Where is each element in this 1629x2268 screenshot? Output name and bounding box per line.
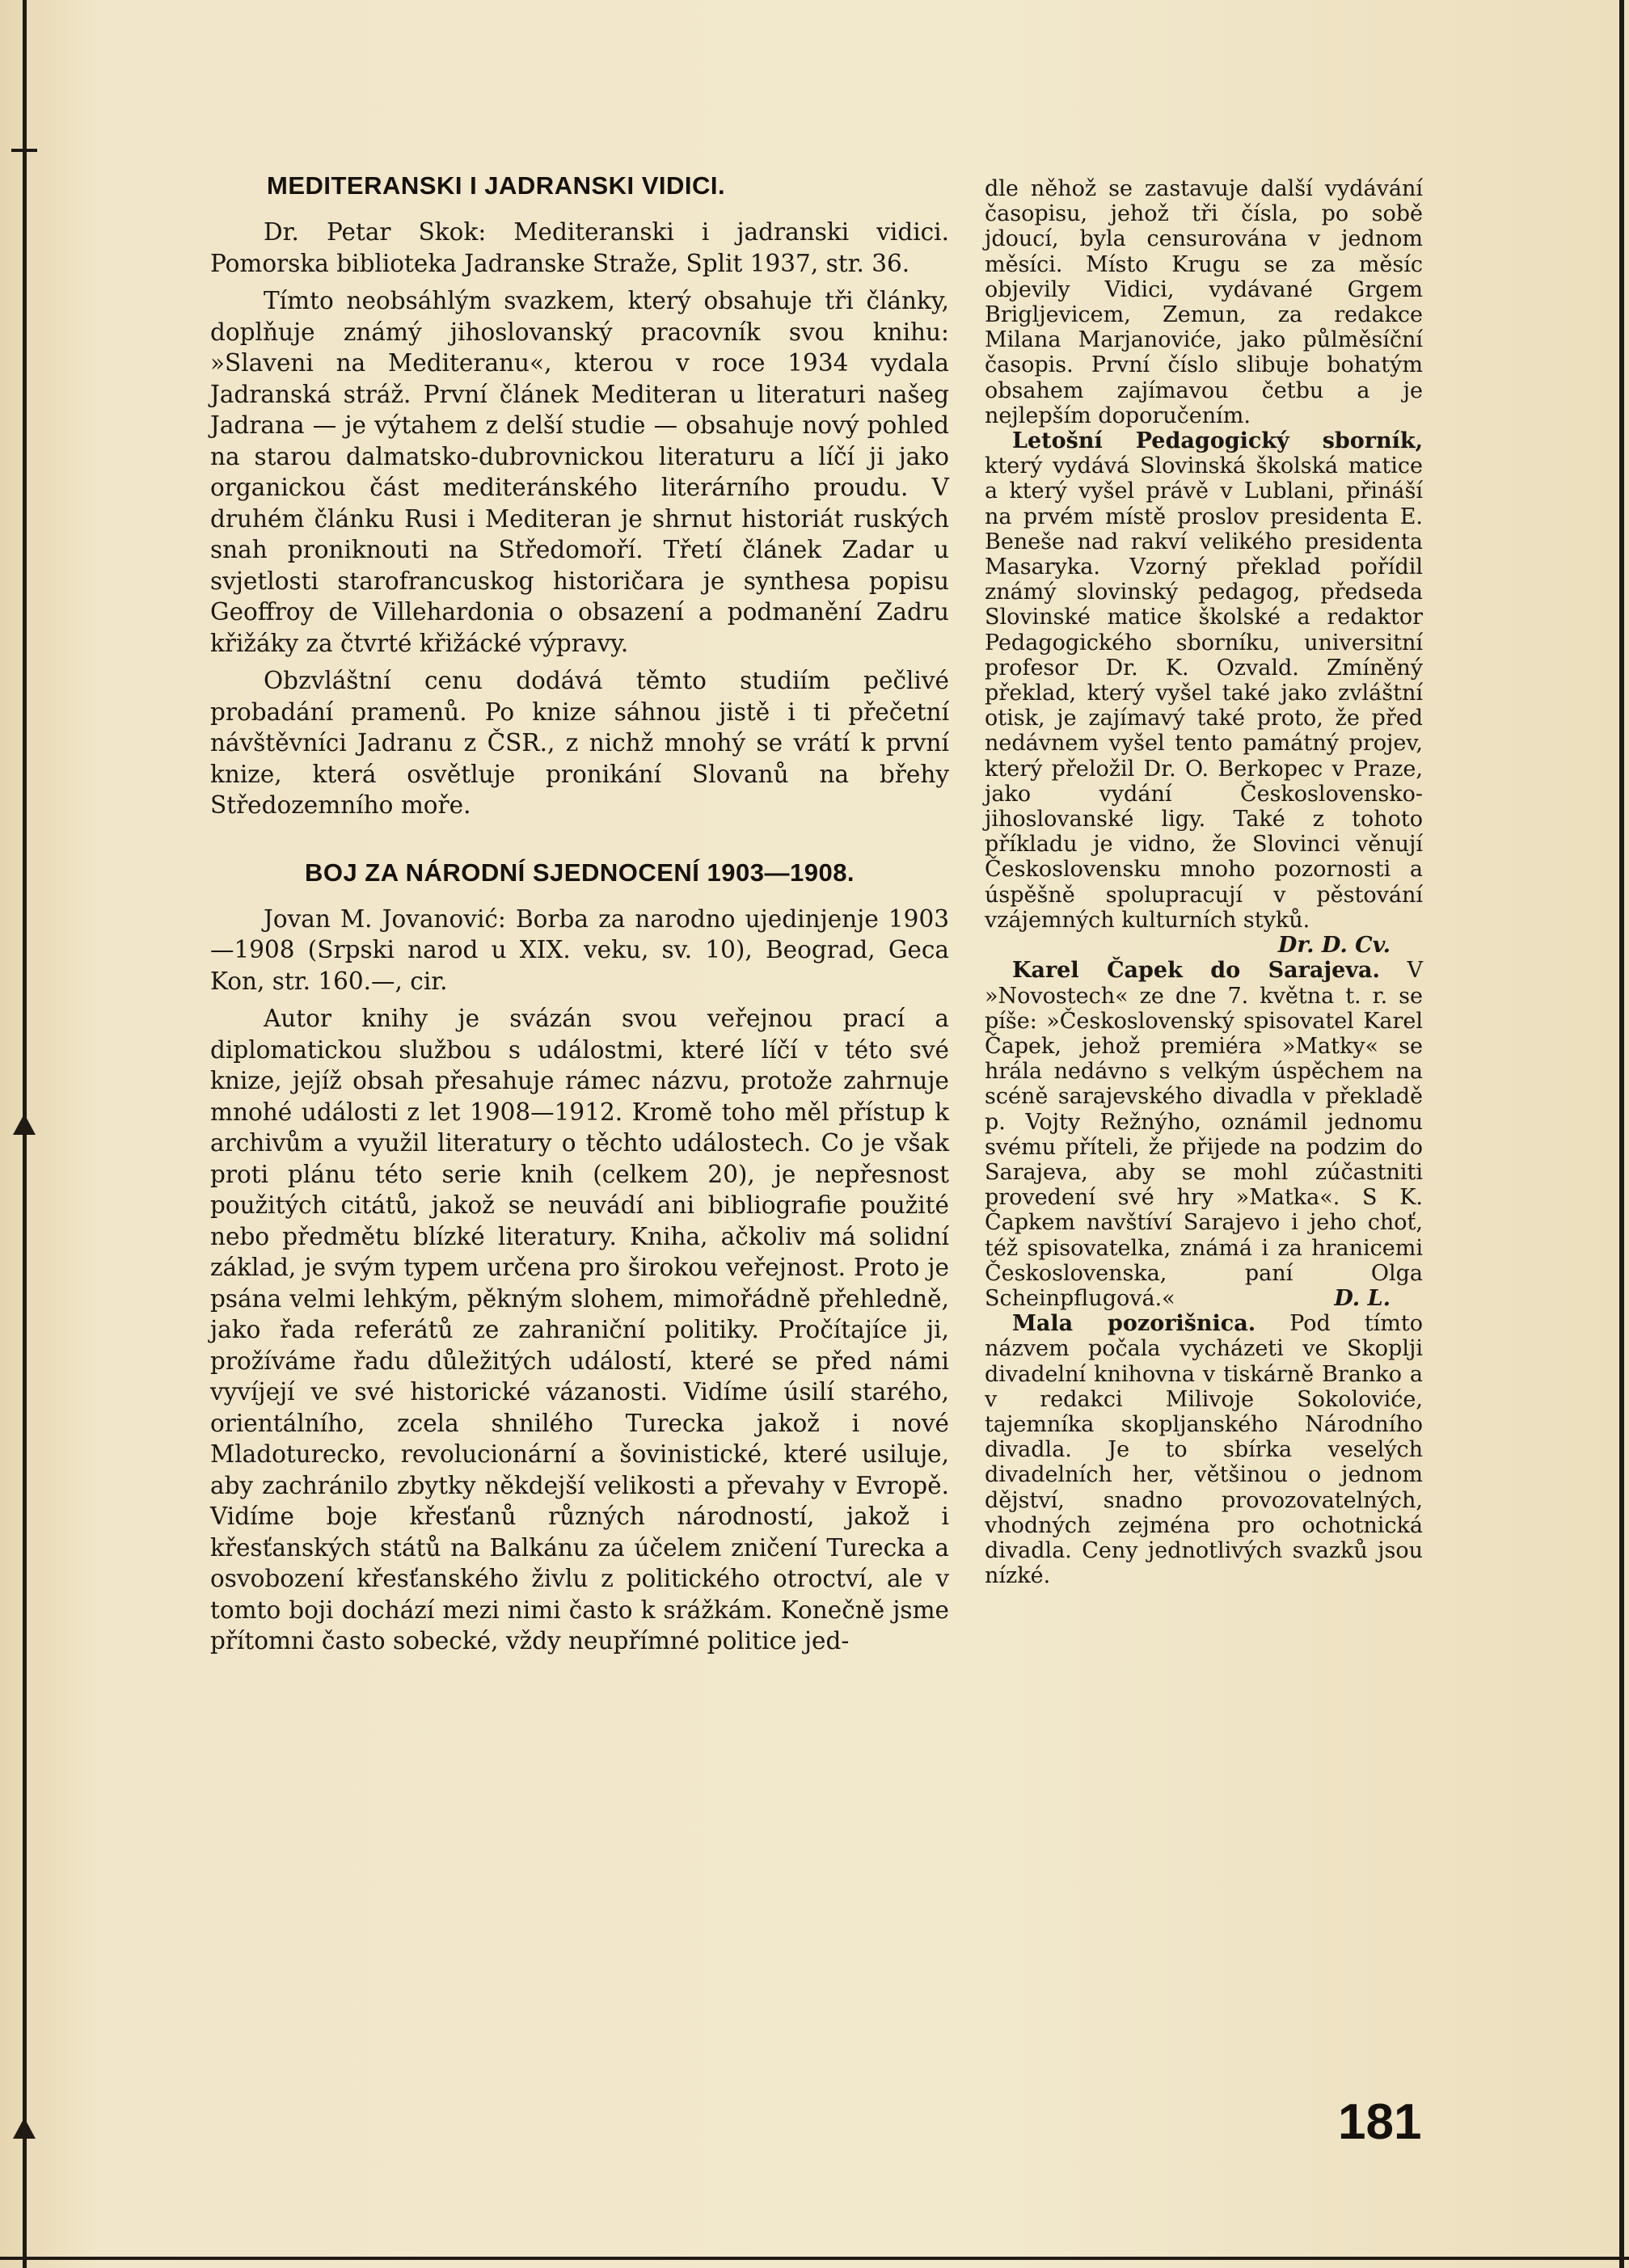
article1-paragraph: Obzvláštní cenu dodává těmto studiím pečlivé probadání pramenů. Po knize sáhnou jistě i ti přečetní návštěvníci Jadranu z ČSR., z nichž mnohý se vrátí k první knize, která osvětluje pronikání Slovanů na břehy Středozemního moře. xyxy=(210,667,949,819)
note-lead: Letošní Pedagogický sborník, xyxy=(1012,428,1423,454)
note-signature: D. L. xyxy=(1334,1285,1391,1311)
note-text: V »Novostech« ze dne 7. května t. r. se píše: »Československý spisovatel Karel Čapek, jehož premiéra »Matky« se hrála nedávno s velkým úspěchem na scéně sarajevského divadla v překladě p. Vojty Režnýho, oznámil jednomu svému příteli, že přijede na podzim do Sarajeva, aby se mohl zúčastniti provedení své hry »Matka«. S K. Čapkem navštíví Sarajevo i jeho choť, též spisovatelka, známá i za hranicemi Československa, paní Olga Scheinpflugová.« xyxy=(985,958,1423,1311)
note-lead: Karel Čapek do Sarajeva. xyxy=(1012,958,1380,984)
article2-paragraph: Autor knihy je svázán svou veřejnou prací a diplomatickou službou s událostmi, které líčí v této své knize, jejíž obsah přesahuje rámec názvu, protože zahrnuje mnohé události z let 1908—1912. Kromě toho měl přístup k archivům a využil literatury o těchto událostech. Co je však proti plánu této serie knih (celkem 20), je nepřesnost použitých citátů, jakož se neuvádí ani bibliografie použité nebo předmětu blízké literatury. Kniha, ačkoliv má solidní základ, je svým typem určena pro širokou veřejnost. Proto je psána velmi lehkým, pěkným slohem, mimořádně přehledně, jako řada referátů ze zahraniční politiky. Pročítajíce ji, prožíváme řadu důležitých událostí, které se před námi vyvíjejí ve své historické vázanosti. Vidíme úsilí starého, orientálního, zcela shnilého Turecka jakož i nové Mladoturecko, revolucionární a šovinistické, které usiluje, aby zachránilo zbytky někdejší velikosti a převahy v Evropě. Vidíme boje křesťanů různých národností, jakož i křesťanských států na Balkánu za účelem zničení Turecka a osvobození křesťanského živlu z politického otroctví, ale v tomto boji dochází mezi nimi často k srážkám. Konečně jsme přítomni často sobecké, vždy neupřímné politice jed- xyxy=(210,1005,949,1655)
article1-paragraph: Tímto neobsáhlým svazkem, který obsahuje tři články, doplňuje známý jihoslovanský pracovník svou knihu: »Slaveni na Mediteranu«, kterou v roce 1934 vydala Jadranská stráž. První článek Mediteran u literaturi našeg Jadrana — je výtahem z delší studie — obsahuje nový pohled na starou dalmatsko-dubrovnickou literaturu a líčí ji jako organickou část mediteránského literárního proudu. V druhém článku Rusi i Mediteran je shrnut historiát ruských snah proniknouti na Středomoří. Třetí článek Zadar u svjetlosti starofrancuskog historičara je synthesa popisu Geoffroy de Villehardonia o obsazení a podmanění Zadru křižáky za čtvrté křižácké výpravy. xyxy=(210,287,949,657)
right-column xyxy=(985,176,1423,1588)
note-pedagogicky-sbornik xyxy=(985,428,1423,959)
left-column xyxy=(210,171,949,1657)
binding-tick-mark xyxy=(11,149,37,152)
article1-title: MEDITERANSKI I JADRANSKI VIDICI. xyxy=(267,171,726,200)
article1-citation: Dr. Petar Skok: Mediteranski i jadranski vidici. Pomorska biblioteka Jadranske Straže, Split 1937, str. 36. xyxy=(210,218,949,277)
article2-citation: Jovan M. Jovanović: Borba za narodno ujedinjenje 1903—1908 (Srpski narod u XIX. veku, sv. 10), Beograd, Geca Kon, str. 160.—, cir. xyxy=(210,904,949,995)
note-text: Pod tímto názvem počala vycházeti ve Skoplji divadelní knihovna v tiskárně Branko a v redakci Milivoje Sokoloviće, tajemníka skopljanského Národního divadla. Je to sbírka veselých divadelních her, většinou o jednom dějství, snadno provozovatelných, vhodných zejména pro ochotnická divadla. Ceny jednotlivých svazků jsou nízké. xyxy=(985,1311,1423,1589)
page-number: 181 xyxy=(1338,2094,1422,2150)
binding-arrow-mark xyxy=(13,1114,36,1135)
note-signature: Dr. D. Cv. xyxy=(1277,933,1391,959)
note-mala-pozorisnica xyxy=(985,1311,1423,1588)
note-lead: Mala pozorišnica. xyxy=(1012,1311,1256,1337)
bottom-edge-line xyxy=(0,2257,1629,2260)
note-text: který vydává Slovinská školská matice a který vyšel právě v Lublani, přináší na prvém místě proslov presidenta E. Beneše nad rakví velikého presidenta Masaryka. Vzorný překlad pořídil známý slovinský pedagog, předseda Slovinské matice školské a redaktor Pedagogického sborníku, universitní profesor Dr. K. Ozvald. Zmíněný překlad, který vyšel také jako zvláštní otisk, je zajímavý také proto, že před nedávnem vyšel tento památný projev, který přeložil Dr. O. Berkopec v Praze, jako vydání Československo-jihoslovanské ligy. Také z tohoto příkladu je vidno, že Slovinci věnují Československu mnoho pozornosti a úspěšně spolupracují v pěstování vzájemných kulturních styků. xyxy=(985,453,1423,933)
note-karel-capek xyxy=(985,958,1423,1311)
right-edge-line xyxy=(1619,0,1624,2268)
article2-title: BOJ ZA NÁRODNÍ SJEDNOCENÍ 1903—1908. xyxy=(304,858,855,887)
continuation-paragraph: dle něhož se zastavuje další vydávání časopisu, jehož tři čísla, po sobě jdoucí, byla censurována v jednom měsíci. Místo Krugu se za měsíc objevily Vidici, vydávané Grgem Brigljevicem, Zemun, za redakce Milana Marjanoviće, jako půlměsíční časopis. První číslo slibuje bohatým obsahem zajímavou četbu a je nejlepším doporučením. xyxy=(985,176,1423,428)
binding-arrow-mark xyxy=(13,2118,36,2139)
